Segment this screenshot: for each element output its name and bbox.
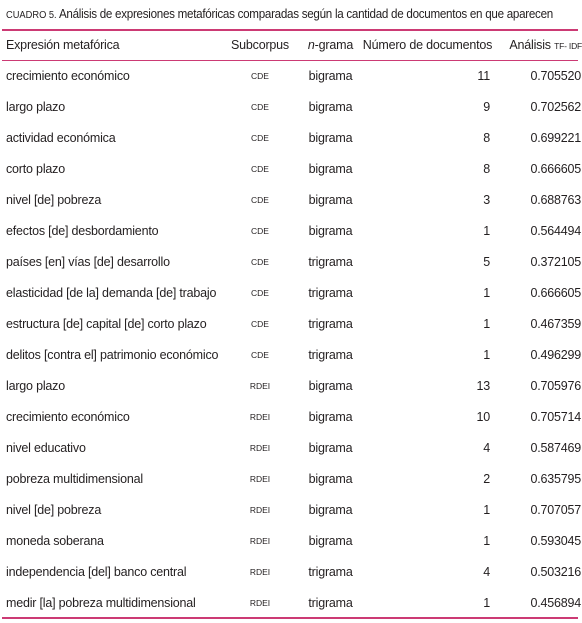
cell-expression: independencia [del] banco central	[6, 564, 187, 579]
table-row	[0, 556, 582, 587]
cell-score: 0.702562	[530, 99, 581, 114]
cell-subcorpus: CDE	[251, 132, 269, 143]
cell-expression: medir [la] pobreza multidimensional	[6, 595, 196, 610]
table-row	[0, 432, 582, 463]
table-row	[0, 525, 582, 556]
header-ngram-prefix: n	[307, 38, 315, 52]
table-caption	[6, 4, 553, 24]
cell-ngram: bigrama	[308, 502, 353, 517]
table-row	[0, 494, 582, 525]
metaphor-table	[0, 30, 582, 618]
header-ngram	[299, 30, 362, 60]
cell-docs: 5	[483, 254, 490, 269]
cell-expression: corto plazo	[6, 161, 65, 176]
cell-ngram: trigrama	[308, 595, 353, 610]
cell-ngram: bigrama	[308, 471, 353, 486]
cell-ngram: bigrama	[308, 99, 353, 114]
cell-score: 0.635795	[530, 471, 581, 486]
table-row	[0, 401, 582, 432]
header-analysis-main: Análisis	[509, 38, 551, 52]
table-row	[0, 91, 582, 122]
cell-expression: países [en] vías [de] desarrollo	[6, 254, 170, 269]
caption-label: CUADRO 5.	[6, 10, 57, 21]
cell-subcorpus: RDEI	[249, 380, 271, 391]
cell-expression: delitos [contra el] patrimonio económico	[6, 347, 219, 362]
cell-expression: nivel [de] pobreza	[6, 192, 102, 207]
cell-subcorpus: RDEI	[249, 535, 271, 546]
cell-docs: 3	[483, 192, 490, 207]
cell-ngram: bigrama	[308, 440, 353, 455]
cell-ngram: bigrama	[308, 161, 353, 176]
cell-subcorpus: CDE	[251, 101, 269, 112]
cell-docs: 13	[476, 378, 490, 393]
cell-expression: largo plazo	[6, 378, 65, 393]
header-subcorpus: Subcorpus	[231, 38, 289, 52]
header-docs: Número de documentos	[362, 38, 493, 52]
cell-docs: 2	[483, 471, 490, 486]
cell-ngram: bigrama	[308, 378, 353, 393]
cell-score: 0.372105	[530, 254, 581, 269]
table-row	[0, 463, 582, 494]
cell-docs: 11	[477, 68, 490, 83]
cell-score: 0.688763	[530, 192, 581, 207]
cell-docs: 1	[483, 502, 490, 517]
table-row	[0, 246, 582, 277]
cell-subcorpus: CDE	[251, 287, 269, 298]
cell-ngram: trigrama	[308, 254, 353, 269]
cell-score: 0.705976	[530, 378, 581, 393]
cell-docs: 1	[483, 347, 490, 362]
header-analysis-suffix: TF- IDF	[554, 41, 582, 51]
table-row	[0, 370, 582, 401]
cell-subcorpus: CDE	[251, 163, 269, 174]
cell-subcorpus: CDE	[251, 70, 269, 81]
cell-score: 0.503216	[530, 564, 581, 579]
cell-docs: 1	[483, 223, 490, 238]
cell-expression: estructura [de] capital [de] corto plazo	[6, 316, 207, 331]
cell-docs: 1	[483, 285, 490, 300]
cell-subcorpus: CDE	[251, 225, 269, 236]
cell-ngram: trigrama	[308, 316, 353, 331]
cell-ngram: bigrama	[308, 533, 353, 548]
cell-score: 0.705714	[530, 409, 581, 424]
header-analysis	[493, 30, 582, 60]
cell-subcorpus: CDE	[251, 318, 269, 329]
cell-subcorpus: RDEI	[249, 504, 271, 515]
table-row	[0, 215, 582, 246]
table-row	[0, 308, 582, 339]
cell-expression: actividad económica	[6, 130, 116, 145]
cell-score: 0.496299	[530, 347, 581, 362]
cell-subcorpus: RDEI	[249, 442, 271, 453]
caption-text: Análisis de expresiones metafóricas comparadas según la cantidad de documentos en que aparecen	[58, 7, 553, 21]
cell-expression: pobreza multidimensional	[6, 471, 143, 486]
cell-docs: 8	[483, 130, 490, 145]
cell-docs: 1	[483, 316, 490, 331]
cell-docs: 8	[483, 161, 490, 176]
cell-docs: 1	[483, 533, 490, 548]
table-row	[0, 184, 582, 215]
cell-score: 0.467359	[530, 316, 581, 331]
cell-ngram: trigrama	[308, 347, 353, 362]
table-row	[0, 277, 582, 308]
cell-expression: crecimiento económico	[6, 409, 130, 424]
header-ngram-suffix: -grama	[314, 38, 354, 52]
cell-score: 0.699221	[530, 130, 581, 145]
cell-ngram: trigrama	[308, 285, 353, 300]
cell-expression: elasticidad [de la] demanda [de] trabajo	[6, 285, 217, 300]
cell-score: 0.593045	[530, 533, 581, 548]
cell-ngram: bigrama	[308, 130, 353, 145]
cell-score: 0.705520	[530, 68, 581, 83]
table-body	[0, 60, 582, 618]
cell-score: 0.666605	[530, 161, 581, 176]
cell-score: 0.564494	[530, 223, 581, 238]
cell-ngram: bigrama	[308, 409, 353, 424]
cell-ngram: bigrama	[308, 192, 353, 207]
cell-subcorpus: RDEI	[249, 473, 271, 484]
cell-expression: moneda soberana	[6, 533, 104, 548]
cell-subcorpus: RDEI	[249, 411, 271, 422]
table-row	[0, 339, 582, 370]
cell-docs: 4	[483, 564, 490, 579]
cell-score: 0.707057	[530, 502, 581, 517]
cell-ngram: bigrama	[308, 68, 353, 83]
cell-score: 0.666605	[530, 285, 581, 300]
cell-subcorpus: CDE	[251, 256, 269, 267]
header-expression: Expresión metafórica	[6, 38, 120, 52]
header-row	[0, 30, 582, 60]
cell-expression: largo plazo	[6, 99, 65, 114]
cell-score: 0.456894	[530, 595, 581, 610]
table-row	[0, 587, 582, 618]
cell-expression: nivel educativo	[6, 440, 86, 455]
cell-ngram: bigrama	[308, 223, 353, 238]
table-row	[0, 153, 582, 184]
table-row	[0, 60, 582, 91]
cell-subcorpus: CDE	[251, 349, 269, 360]
cell-subcorpus: RDEI	[249, 566, 271, 577]
cell-expression: crecimiento económico	[6, 68, 130, 83]
cell-subcorpus: CDE	[251, 194, 269, 205]
cell-ngram: trigrama	[308, 564, 353, 579]
cell-expression: nivel [de] pobreza	[6, 502, 102, 517]
cell-score: 0.587469	[530, 440, 581, 455]
cell-docs: 9	[483, 99, 490, 114]
cell-expression: efectos [de] desbordamiento	[6, 223, 159, 238]
cell-docs: 10	[476, 409, 490, 424]
cell-docs: 4	[483, 440, 490, 455]
table-row	[0, 122, 582, 153]
cell-subcorpus: RDEI	[249, 597, 271, 608]
cell-docs: 1	[483, 595, 490, 610]
